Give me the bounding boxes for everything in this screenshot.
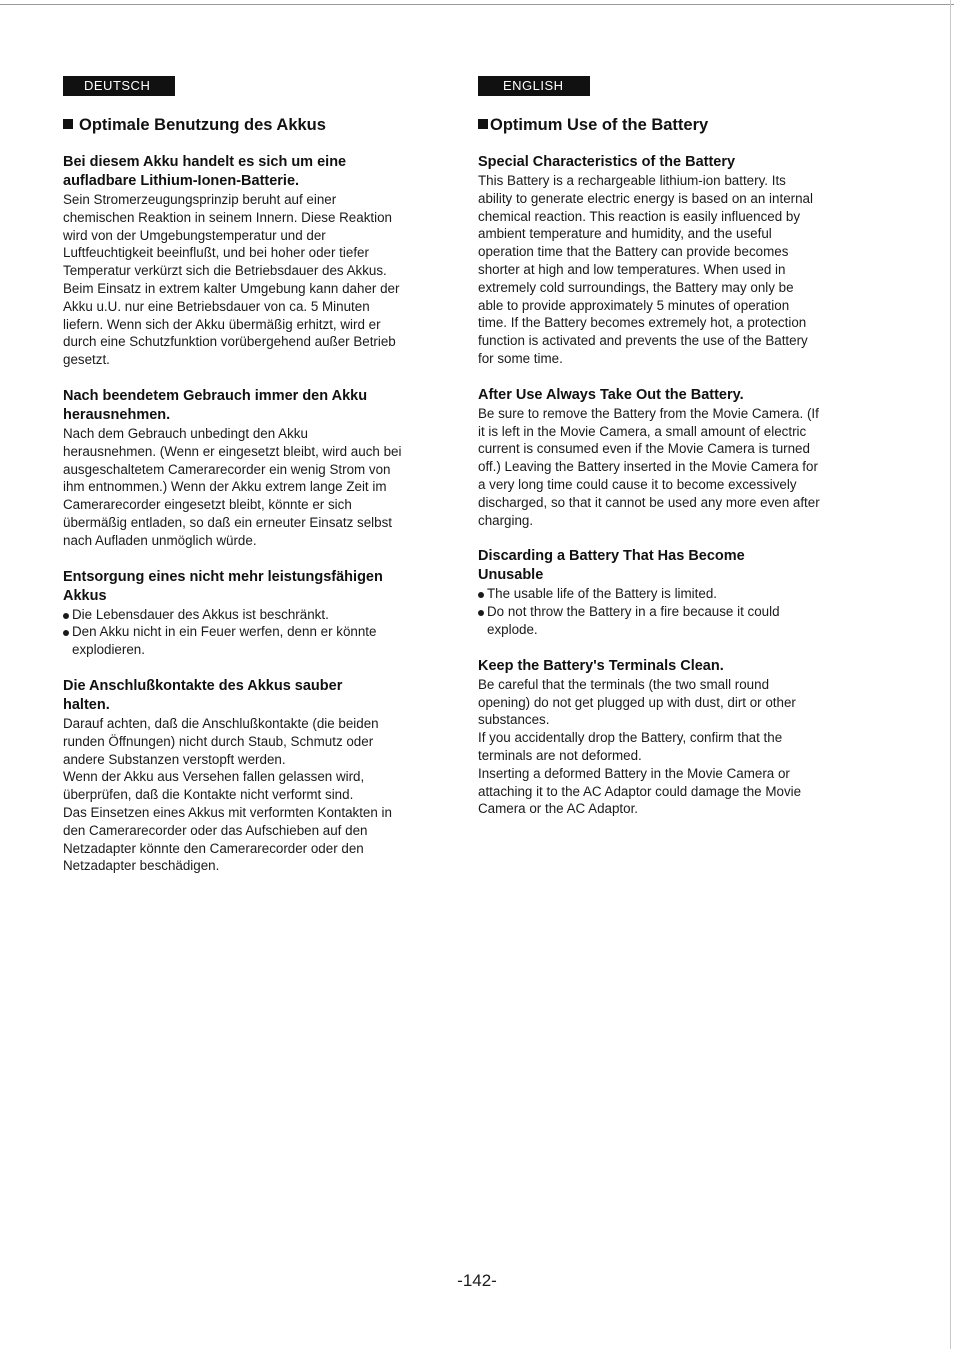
section-heading: Bei diesem Akku handelt es sich um eine aufladbare Lithium-Ionen-Batterie. — [63, 154, 347, 189]
section-heading: After Use Always Take Out the Battery. — [478, 386, 744, 403]
list-item: The usable life of the Battery is limited. — [478, 585, 840, 603]
page-number: -142- — [457, 1271, 497, 1290]
section-heading: Die Anschlußkontakte des Akkus sauber halten. — [63, 677, 343, 713]
section-heading: Keep the Battery's Terminals Clean. — [478, 657, 724, 674]
section-heading: Nach beendetem Gebrauch immer den Akku herausnehmen. — [63, 387, 368, 423]
right-edge-rule — [950, 0, 951, 1349]
bullet-list — [63, 606, 425, 659]
section-heading: Special Characteristics of the Battery — [478, 154, 736, 170]
list-item: Den Akku nicht in ein Feuer werfen, denn er könnte explodieren. — [63, 623, 425, 659]
section-body: Be careful that the terminals (the two small round opening) do not get plugged up with dust, dirt or other substances. If you accidentally drop the Battery, confirm that the terminals are not deformed. Inserting a deformed Battery in the Movie Camera or attaching it to the AC Adaptor could damage the Movie Camera or the AC Adaptor. — [478, 676, 802, 817]
deutsch-section-3 — [63, 568, 425, 659]
section-heading: Discarding a Battery That Has Become Unusable — [478, 548, 745, 584]
top-rule — [0, 4, 954, 5]
english-section-3 — [478, 547, 840, 638]
english-title — [478, 116, 840, 135]
language-tag-english: ENGLISH — [478, 76, 590, 96]
english-column — [478, 76, 840, 818]
list-item: Die Lebensdauer des Akkus ist beschränkt. — [63, 606, 425, 624]
section-heading: Entsorgung eines nicht mehr leistungsfähigen Akkus — [63, 568, 383, 604]
english-section-1 — [478, 153, 840, 368]
deutsch-title-text: Optimale Benutzung des Akkus — [79, 116, 326, 134]
bullet-list — [478, 585, 840, 638]
section-body: This Battery is a rechargeable lithium-ion battery. Its ability to generate electric energy is based on an internal chemical reaction. This reaction is easily influenced by ambient temperature and humidity, and the useful operation time that the Battery can provide becomes shorter at high and low temperatures. When used in extremely cold surroundings, the Battery may only be able to provide approximately 5 minutes of operation time. If the Battery becomes extremely hot, a protection function is activated and prevents the use of the Battery for some time. — [478, 173, 813, 366]
section-body: Be sure to remove the Battery from the Movie Camera. (If it is left in the Movie Camera, a small amount of electric current is consumed even if the Movie Camera is turned off.) Leaving the Battery inserted in the Movie Camera for a very long time could cause it to become excessively discharged, so that it cannot be used any more even after charging. — [478, 405, 820, 528]
deutsch-column — [63, 76, 425, 875]
deutsch-title — [63, 116, 425, 135]
square-bullet-icon — [478, 119, 488, 129]
section-body: Darauf achten, daß die Anschlußkontakte (die beiden runden Öffnungen) nicht durch Staub, Schmutz oder andere Substanzen verstopft werden. Wenn der Akku aus Versehen fallen gelassen wird, überprüfen, daß die Kontakte nicht verformt sind. Das Einsetzen eines Akkus mit verformten Kontakten in den Camerarecorder oder das Aufschieben auf den Netzadapter könnte den Camerarecorder oder den Netzadapter beschädigen. — [63, 715, 392, 874]
section-body: Nach dem Gebrauch unbedingt den Akku herausnehmen. (Wenn er eingesetzt bleibt, wird auch bei ausgeschaltetem Camerarecorder ein wenig Strom von ihm entnommen.) Wenn der Akku extrem lange Zeit im Camerarecorder eingesetzt bleibt, könnte er sich übermäßig entladen, so daß ein erneuter Einsatz selbst nach Aufladen unmöglich würde. — [63, 425, 402, 548]
square-bullet-icon — [63, 119, 73, 129]
section-body: Sein Stromerzeugungsprinzip beruht auf einer chemischen Reaktion in seinem Innern. Diese Reaktion wird von der Umgebungstemperatur und der Luftfeuchtigkeit beeinflußt, und bei hoher oder tiefer Temperatur verkürzt sich die Betriebsdauer des Akkus. Beim Einsatz in extrem kalter Umgebung kann daher der Akku u.U. nur eine Betriebsdauer von ca. 5 Minuten liefern. Wenn sich der Akku übermäßig erhitzt, wird er durch eine Schutzfunktion vorübergehend außer Betrieb gesetzt. — [63, 192, 400, 368]
deutsch-section-1 — [63, 153, 425, 369]
english-title-text: Optimum Use of the Battery — [490, 116, 709, 134]
deutsch-section-4 — [63, 677, 425, 875]
english-section-4 — [478, 657, 840, 818]
list-item: Do not throw the Battery in a fire because it could explode. — [478, 603, 840, 639]
deutsch-section-2 — [63, 387, 425, 550]
language-tag-deutsch: DEUTSCH — [63, 76, 175, 96]
english-section-2 — [478, 386, 840, 530]
